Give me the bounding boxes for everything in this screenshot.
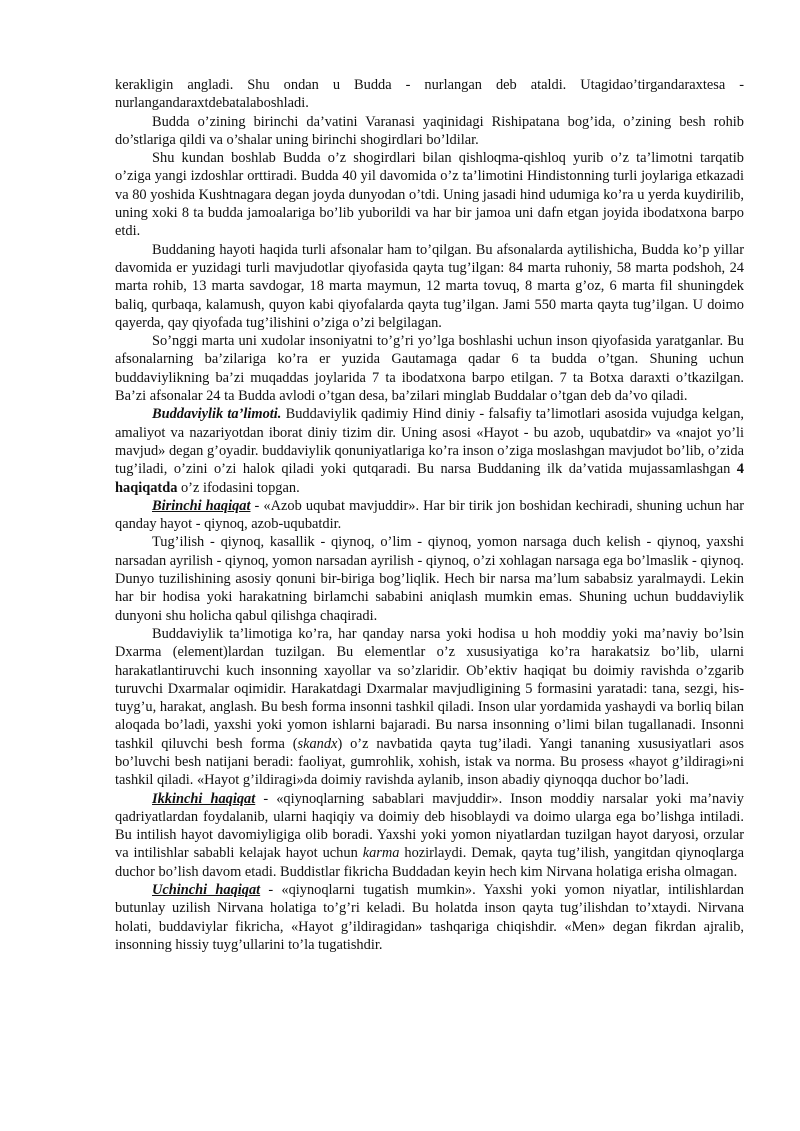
paragraph-continuation: kerakligin angladi. Shu ondan u Budda - nurlangan deb ataldi. Utagidao’tirgandaraxtesa - nurlangandaraxtdebatalaboshladi.: [115, 77, 744, 112]
document-page: [115, 76, 744, 954]
truth-heading: Ikkinchi haqiqat: [152, 790, 256, 807]
italic-term: skandx: [297, 735, 338, 752]
paragraph-birinchi-haqiqat: [115, 497, 744, 534]
paragraph-text: Buddaviylik qadimiy Hind diniy - falsafiy ta’limotlari asosida vujudga kelgan, amaliyot va nazariyotdan iborat diniy tizim dir. Uning asosi «Hayot - bu azob, uqubatdir» va «najot yo’li mavjud» degan g’oyadir. buddaviylik qonuniyatlariga ko’ra inson o’ziga moslashgan mavjudot bo’lib, o’zida tug’iladi, o’zini o’zi halok qiladi yoki qutqaradi. Bu narsa Buddaning ilk da’vatida mujassamlashgan: [115, 406, 744, 478]
paragraph: Shu kundan boshlab Budda o’z shogirdlari bilan qishloqma-qishloq yurib o’z ta’limotni tarqatib o’ziga yangi izdoshlar orttiradi. Budda 40 yil davomida o’z ta’limotini Hindistonning turli joylariga etkazadi va 80 yoshida Kushtnagara degan joyda dunyodan o’tdi. Uning jasadi hind udumiga ko’ra u yerda kuydirilib, uning xoki 8 ta budda jamoalariga bo’lib yuborildi va har bir jamoa uni dafn etgan joyida ibodatxona barpo etdi.: [115, 150, 744, 240]
paragraph: So’nggi marta uni xudolar insoniyatni to’g’ri yo’lga boshlashi uchun inson qiyofasida yaratganlar. Bu afsonalarning ba’zilariga ko’ra er yuzida Gautamaga qadar 6 ta budda o’tgan. Shuning uchun buddaviylikning ba’zi muqaddas joylarida 7 ta ibodatxona barpo etilgan. 7 ta Botxa daraxti o’tkazilgan. Ba’zi afsonalar 24 ta Budda avlodi o’tgan desa, ba’zilari minglab Buddalar o’tgan deb da’vo qiladi.: [115, 333, 744, 405]
paragraph-dxarma: [115, 625, 744, 790]
paragraph: Tug’ilish - qiynoq, kasallik - qiynoq, o’lim - qiynoq, yomon narsaga duch kelish - qiynoq, yaxshi narsadan ayrilish - qiynoq, yomon narsadan ayrilish - qiynoq, o’zi xohlagan narsaga ega bo’lmaslik - qiynoq. Dunyo tuzilishining asosiy qonuni bir-biriga bog’liqlik. Hech bir narsa ma’lum sababsiz yaralmaydi. Lekin har bir hodisa yoki harakatning birlamchi sababini aniqlash mumkin emas. Shuning uchun buddaviylik dunyoni shu holicha qabul qilishga chaqiradi.: [115, 534, 744, 624]
paragraph-text: - «qiynoqlarning sabablari mavjuddir». Inson moddiy narsalar yoki ma’naviy qadriyatlardan foydalanib, ularni haqiqiy va doimiy deb hisoblaydi va doimo ularga ega bo’lishga intiladi. Bu intilish hayot davomiyligiga olib boradi. Yaxshi yoki yomon niyatlardan tuzilgan hayot daryosi, orzular va intilishlar sababli kelajak hayot uchun: [115, 790, 744, 862]
paragraph-text: hozirlaydi. Demak, qayta tug’ilish, yangitdan qiynoqlarga duchor bo’lish davom etadi. Buddistlar fikricha Buddadan keyin hech kim Nirvana holatiga erisha olmagan.: [115, 845, 745, 880]
paragraph-text: - «Azob uqubat mavjuddir». Har bir tirik jon boshidan kechiradi, shuning uchun har qanday hayot - qiynoq, azob-uqubatdir.: [115, 497, 745, 533]
paragraph-ikkinchi-haqiqat: [115, 790, 744, 881]
paragraph-text: - «qiynoqlarni tugatish mumkin». Yaxshi yoki yomon niyatlar, intilishlardan butunlay uzilish Nirvana holatiga to’g’ri keladi. Bu holatda inson qayta tug’ilishdan to’xtaydi. Nirvana holati, buddaviylar fikricha, «Hayot g’ildiragidan» tashqariga chiqishdir. «Men» degan fikrdan ajralib, insonning hissiy tuyg’ullarini to’la tugatishdir.: [115, 882, 744, 953]
italic-term: karma: [362, 845, 400, 862]
paragraph-text: Buddaviylik ta’limotiga ko’ra, har qanday narsa yoki hodisa u hoh moddiy yoki ma’naviy bo’lsin Dxarma (element)lardan tuzilgan. Bu elementlar o’z xususiyatiga ko’ra harakatsiz bo’lib, ularni harakatlantiruvchi kuch insonning xayollar va so’zlaridir. Ob’ektiv haqiqat bu doimiy ravishda o’zgarib turuvchi Dxarmalar oqimidir. Harakatdagi Dxarmalar mavjudligining 5 formasini yaratadi: tana, sezgi, his-tuyg’u, harakat, anglash. Bu besh forma insonni tashkil qiladi. Inson ular yordamida yashaydi va borliq bilan aloqada bo’ladi, yaxshi yoki yomon ishlarni bajaradi. Bu narsa insonning o’limi bilan tugallanadi. Insonni tashkil qiluvchi besh forma (: [115, 625, 744, 752]
paragraph: Budda o’zining birinchi da’vatini Varanasi yaqinidagi Rishipatana bog’ida, o’zining besh rohib do’stlariga qildi va o’shalar uning birinchi shogirdlari bo’ldilar.: [115, 113, 744, 148]
paragraph-text: ) o’z navbatida qayta tug’iladi. Yangi tananing xususiyatlari asos bo’luvchi besh natijani beradi: faoliyat, gumrohlik, xohish, istak va norma. Bu prosess «hayot g’ildiragi»ni tashkil qiladi. «Hayot g’ildiragi»da doimiy ravishda aylanib, inson abadiy qiynoqqa duchor bo’ladi.: [115, 735, 744, 789]
paragraph-text: o’z ifodasini topgan.: [177, 479, 300, 496]
paragraph: Buddaning hayoti haqida turli afsonalar ham to’qilgan. Bu afsonalarda aytilishicha, Budda ko’p yillar davomida er yuzidagi turli mavjudotlar qiyofasida qayta tug’ilgan: 84 marta ruhoniy, 58 marta podshoh, 24 marta rohib, 13 marta savdogar, 18 marta maymun, 12 marta tovuq, 8 marta g’oz, 6 marta fil shuningdek baliq, qurbaqa, kalamush, quyon kabi qiyofalarda qayta tug’ilgan. Jami 550 marta qayta tug’ilgan. U doimo qayerda, qay qiyofada tug’ilishini o’ziga o’zi belgilagan.: [115, 241, 744, 331]
paragraph-buddaviylik-talimoti: [115, 405, 744, 496]
section-heading: Buddaviylik ta’limoti.: [152, 406, 282, 423]
truth-heading: Birinchi haqiqat: [152, 497, 251, 514]
truth-heading: Uchinchi haqiqat: [152, 882, 261, 899]
bold-text: 4 haqiqatda: [115, 461, 744, 496]
paragraph-uchinchi-haqiqat: [115, 881, 744, 954]
